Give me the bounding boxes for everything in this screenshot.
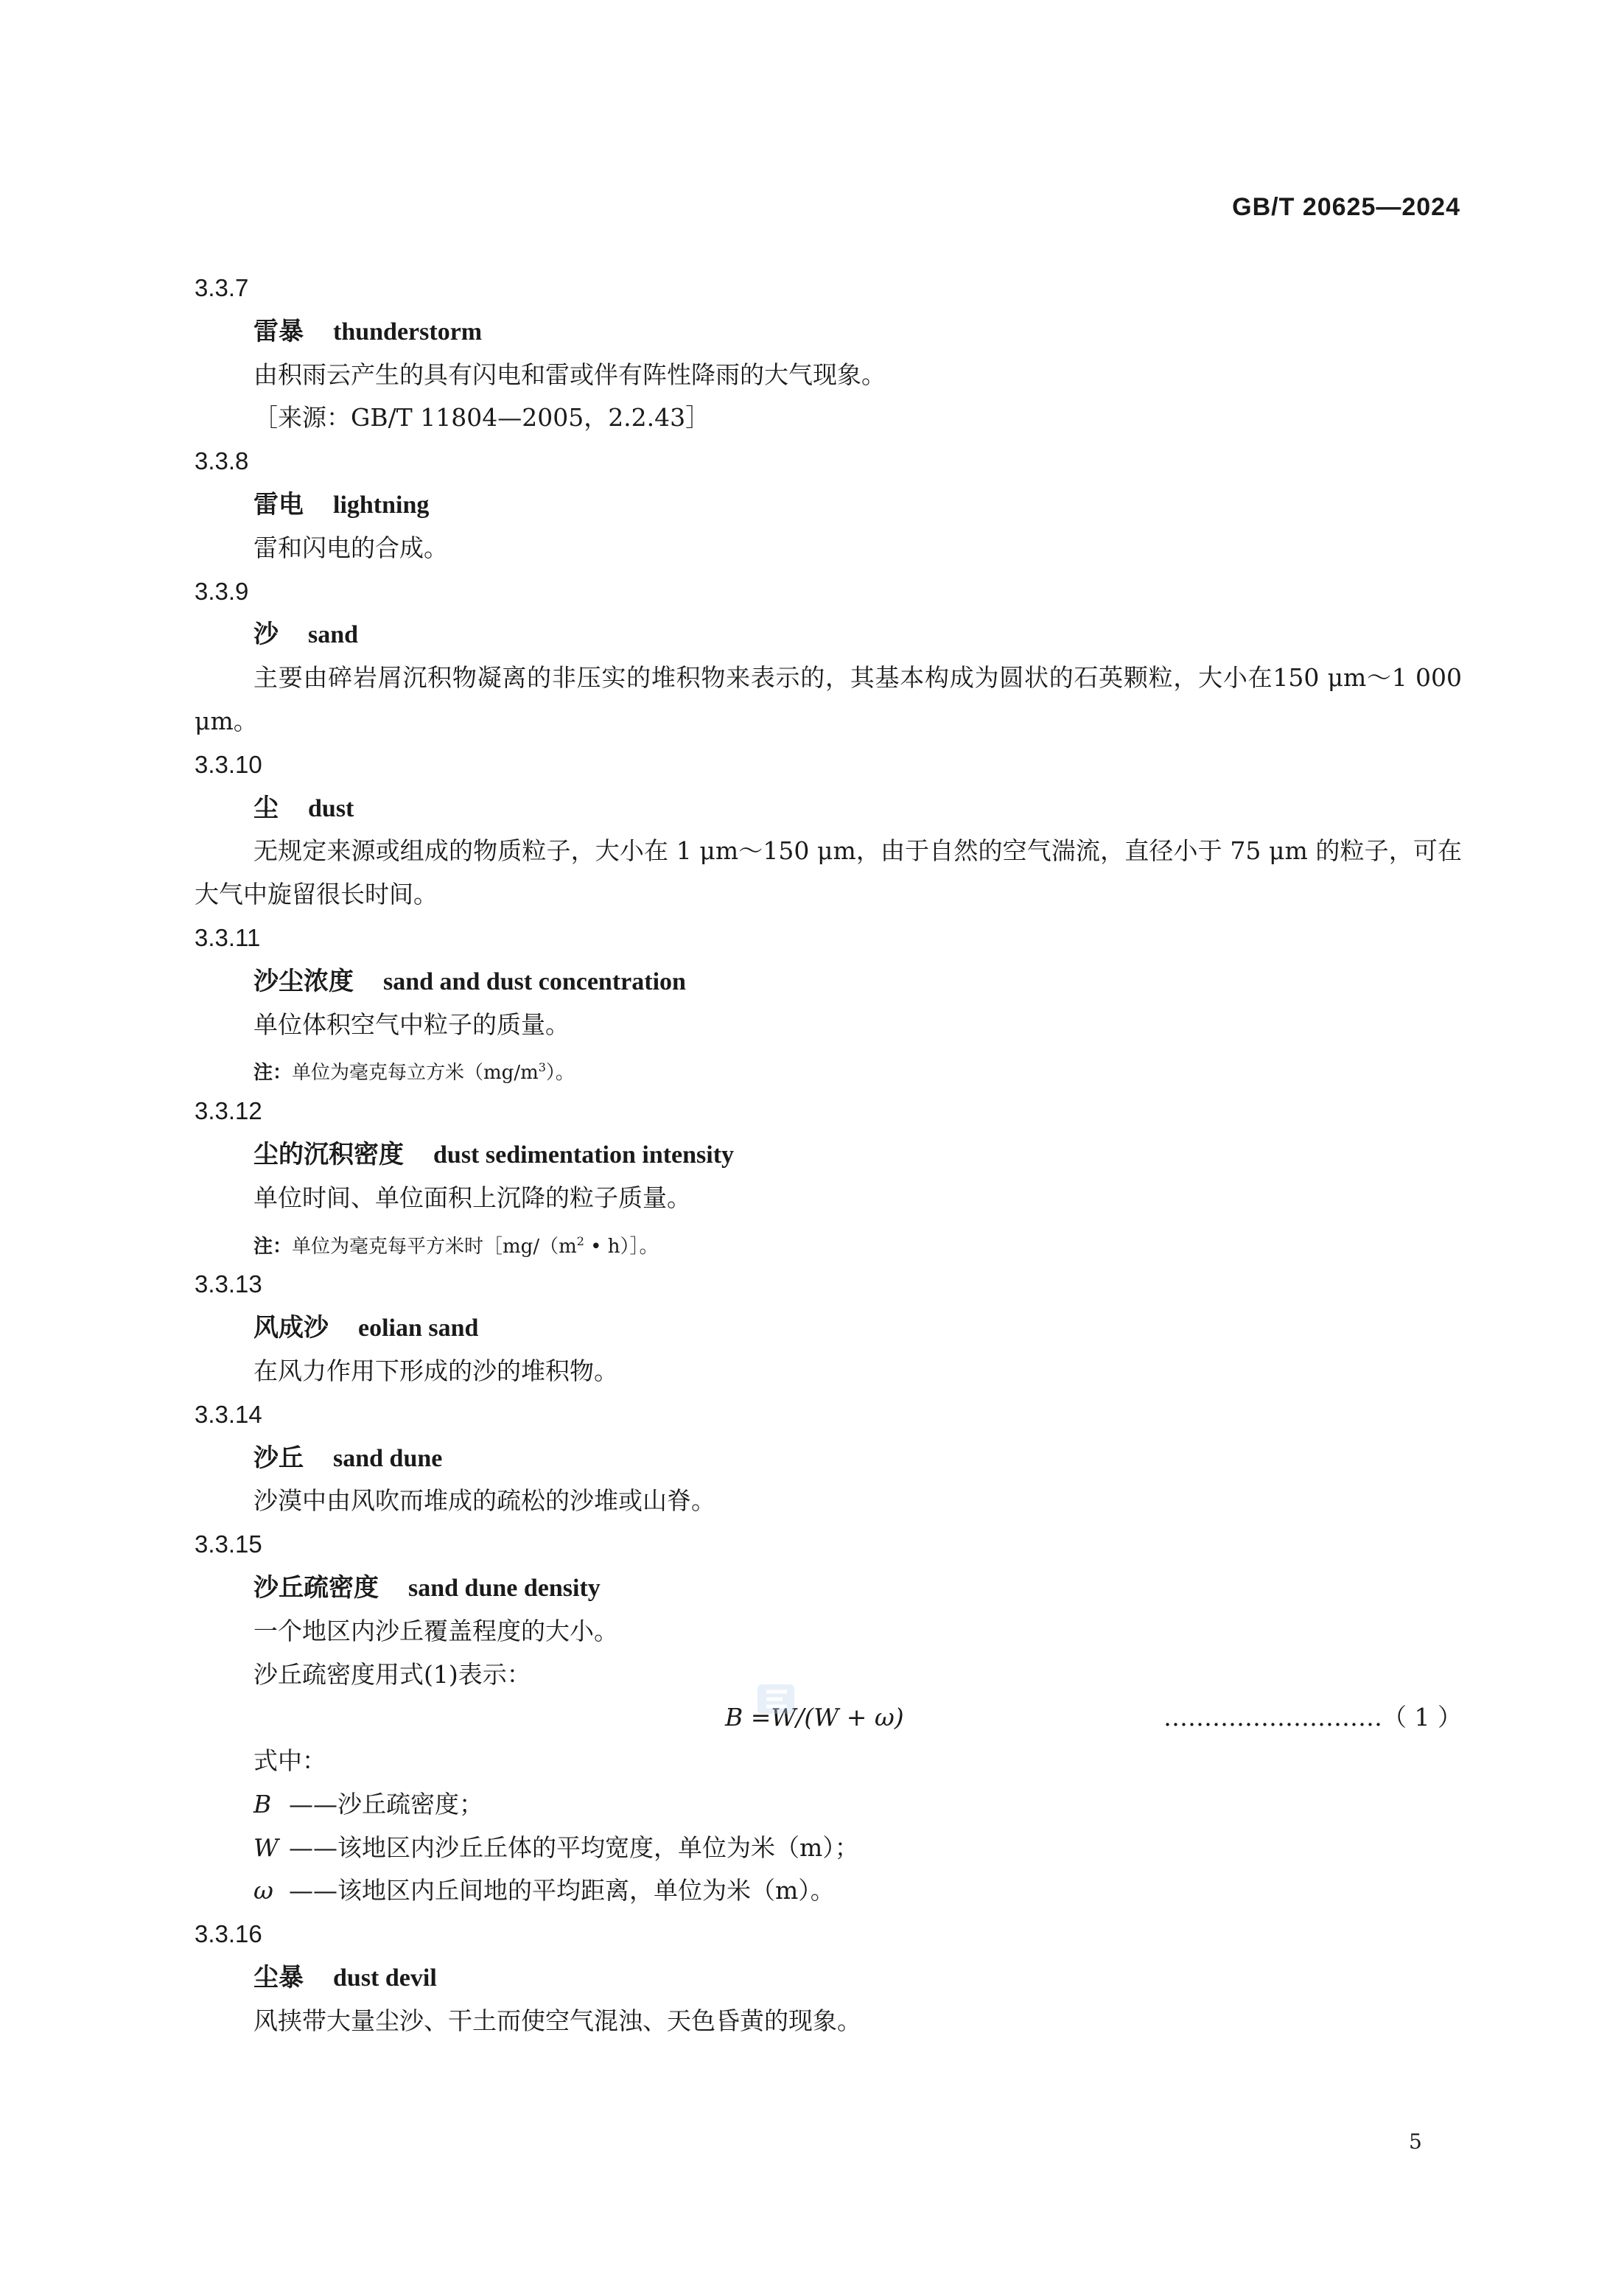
term-en: sand and dust concentration: [383, 967, 686, 995]
symbol: ω: [253, 1876, 273, 1905]
term-heading: [195, 960, 1462, 1004]
formula-reference: ………………………（ 1 ）: [1163, 1703, 1462, 1732]
symbol-definition: [195, 1869, 1462, 1913]
clause-number: 3.3.7: [195, 274, 249, 301]
definition: 由积雨云产生的具有闪电和雷或伴有阵性降雨的大气现象。: [253, 360, 886, 389]
note: [195, 1046, 1462, 1090]
note: [195, 1220, 1462, 1264]
symbol-desc: ——该地区内沙丘丘体的平均宽度，单位为米（m）；: [289, 1832, 859, 1862]
clause-number: 3.3.16: [195, 1920, 262, 1948]
term-zh: 雷暴: [253, 316, 304, 346]
term-en: lightning: [333, 491, 430, 519]
term-heading: [195, 1566, 1462, 1610]
page-number: 5: [1409, 2129, 1422, 2154]
term-en: sand: [308, 621, 359, 649]
term-zh: 尘: [253, 793, 279, 823]
clause-number: 3.3.12: [195, 1097, 262, 1125]
clause-number: 3.3.10: [195, 750, 262, 778]
term-en: thunderstorm: [333, 318, 483, 346]
term-zh: 沙: [253, 620, 279, 650]
formula-expression: B =W/(W + ω): [725, 1703, 904, 1732]
term-en: dust devil: [333, 1964, 437, 1992]
clause-number: 3.3.8: [195, 447, 249, 475]
source-reference: ［来源：GB/T 11804—2005，2.2.43］: [253, 403, 710, 433]
symbol-definition: [195, 1827, 1462, 1870]
clause-number: 3.3.14: [195, 1400, 262, 1428]
term-heading: [195, 613, 1462, 657]
definition: 雷和闪电的合成。: [253, 533, 448, 562]
watermark-icon: [753, 1681, 802, 1718]
clause-number: 3.3.13: [195, 1270, 262, 1298]
note-text: 单位为毫克每立方米（mg/m: [292, 1062, 539, 1085]
term-zh: 风成沙: [253, 1313, 329, 1343]
definition: 单位体积空气中粒子的质量。: [253, 1009, 570, 1039]
standard-code: GB/T 20625—2024: [1232, 193, 1460, 221]
term-zh: 尘暴: [253, 1963, 304, 1993]
term-zh: 尘的沉积密度: [253, 1139, 404, 1169]
symbol-desc: ——该地区内丘间地的平均距离，单位为米（m）。: [289, 1876, 835, 1905]
note-text: 单位为毫克每平方米时［mg/（m: [292, 1235, 577, 1258]
term-en: dust sedimentation intensity: [433, 1141, 735, 1169]
clause-number: 3.3.11: [195, 923, 261, 951]
term-heading: [195, 1437, 1462, 1480]
symbol: W: [253, 1832, 279, 1862]
note-label: 注：: [253, 1062, 293, 1085]
symbol: B: [253, 1789, 272, 1818]
term-heading: [195, 787, 1462, 830]
where-label: 式中：: [253, 1746, 326, 1776]
symbol-desc: ——沙丘疏密度；: [289, 1789, 483, 1818]
term-en: dust: [308, 794, 354, 822]
term-heading: [195, 1306, 1462, 1350]
term-zh: 雷电: [253, 489, 304, 519]
term-heading: [195, 1133, 1462, 1177]
symbol-definition: [195, 1783, 1462, 1827]
definition: 沙漠中由风吹而堆成的疏松的沙堆或山脊。: [253, 1486, 715, 1516]
definition: 无规定来源或组成的物质粒子，大小在 1 μm～150 μm，由于自然的空气湍流，直径小于 75 μm 的粒子，可在大气中旋留很长时间。: [195, 836, 1462, 909]
definition: 一个地区内沙丘覆盖程度的大小。: [253, 1616, 618, 1645]
note-tail: ）。: [545, 1062, 575, 1085]
term-heading: [195, 310, 1462, 354]
clause-number: 3.3.15: [195, 1530, 262, 1558]
term-en: sand dune: [333, 1444, 443, 1472]
document-body: [195, 267, 1462, 2043]
note-label: 注：: [253, 1235, 293, 1258]
term-heading: [195, 1956, 1462, 2000]
definition: 在风力作用下形成的沙的堆积物。: [253, 1356, 618, 1385]
term-en: sand dune density: [408, 1574, 601, 1602]
term-zh: 沙丘疏密度: [253, 1572, 379, 1603]
note-tail: • h）］。: [584, 1235, 659, 1258]
formula-intro: 沙丘疏密度用式(1)表示：: [253, 1659, 531, 1689]
definition: 风挟带大量尘沙、干土而使空气混浊、天色昏黄的现象。: [253, 2006, 861, 2035]
formula-line: [195, 1696, 1462, 1740]
definition: 主要由碎岩屑沉积物凝离的非压实的堆积物来表示的，其基本构成为圆状的石英颗粒，大小在150 μm～1 000 μm。: [195, 663, 1462, 735]
term-en: eolian sand: [358, 1314, 479, 1342]
note-superscript: 2: [576, 1233, 584, 1248]
term-heading: [195, 483, 1462, 527]
note-superscript: 3: [538, 1060, 546, 1075]
clause-number: 3.3.9: [195, 577, 249, 605]
definition: 单位时间、单位面积上沉降的粒子质量。: [253, 1183, 691, 1212]
term-zh: 沙丘: [253, 1443, 304, 1473]
term-zh: 沙尘浓度: [253, 966, 354, 996]
